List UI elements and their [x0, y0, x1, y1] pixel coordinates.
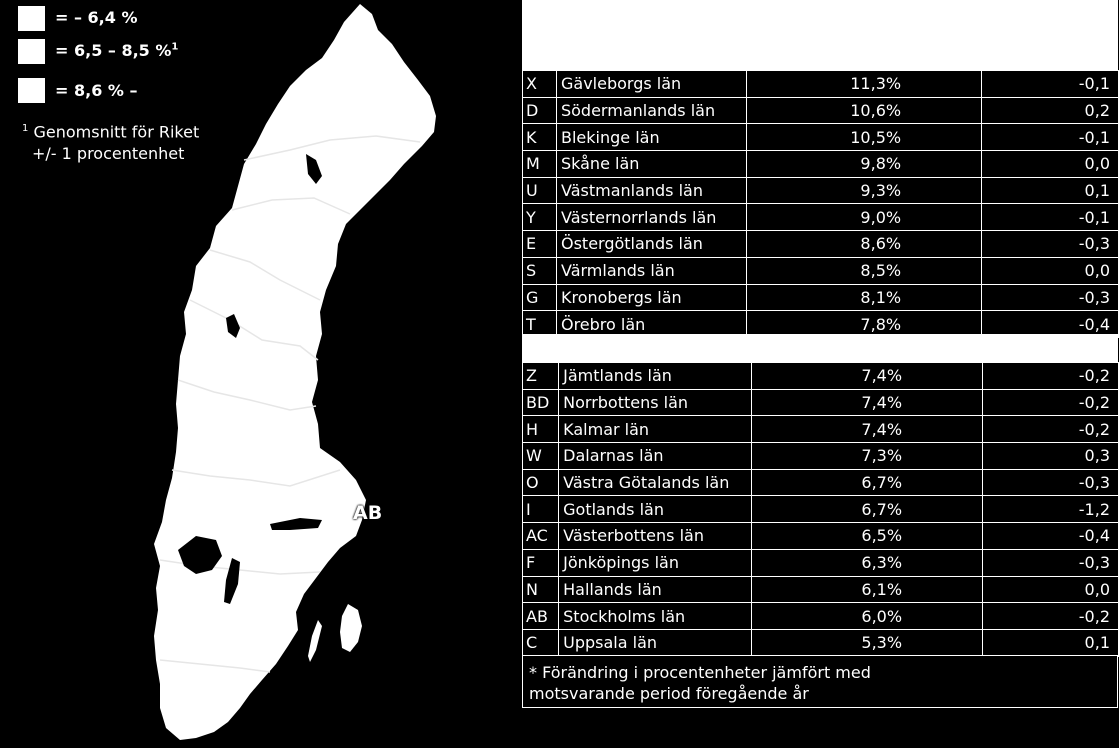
county-code: U	[523, 177, 557, 204]
table-row	[523, 151, 1119, 178]
county-code: Z	[523, 363, 559, 390]
county-change: 0,3	[983, 443, 1119, 470]
legend-label-high: = 8,6 % –	[55, 81, 138, 100]
county-change: -0,3	[983, 549, 1119, 576]
county-change: -0,3	[983, 469, 1119, 496]
county-change: -0,1	[982, 204, 1119, 231]
county-rate: 6,7%	[751, 469, 982, 496]
table-row	[523, 257, 1119, 284]
county-name: Kronobergs län	[556, 284, 746, 311]
footnote-line-1: * Förändring i procentenheter jämfört med	[529, 663, 871, 682]
county-change: -1,2	[983, 496, 1119, 523]
county-name: Södermanlands län	[556, 97, 746, 124]
county-change: -0,4	[982, 311, 1119, 338]
map-label-ab: AB	[353, 502, 383, 524]
county-code: D	[523, 97, 557, 124]
county-rate: 6,7%	[751, 496, 982, 523]
county-code: Y	[523, 204, 557, 231]
county-rate: 9,0%	[747, 204, 982, 231]
county-change: -0,1	[982, 124, 1119, 151]
county-code: E	[523, 231, 557, 258]
county-name: Norrbottens län	[559, 389, 752, 416]
county-rate: 9,3%	[747, 177, 982, 204]
county-rate: 6,1%	[751, 576, 982, 603]
county-rate: 10,5%	[747, 124, 982, 151]
table-row	[523, 603, 1119, 630]
county-rate: 10,6%	[747, 97, 982, 124]
table-footnote	[522, 655, 1118, 708]
county-change: -0,3	[982, 231, 1119, 258]
gotland-island	[340, 604, 362, 652]
county-code: M	[523, 151, 557, 178]
county-change: 0,1	[982, 177, 1119, 204]
county-name: Blekinge län	[556, 124, 746, 151]
county-code: BD	[523, 389, 559, 416]
county-name: Östergötlands län	[556, 231, 746, 258]
oland-island	[308, 620, 322, 662]
table-row	[523, 71, 1119, 98]
table-row	[523, 97, 1119, 124]
county-code: T	[523, 311, 557, 338]
county-rate: 6,3%	[751, 549, 982, 576]
table-row	[523, 496, 1119, 523]
county-rate: 9,8%	[747, 151, 982, 178]
table-row	[523, 231, 1119, 258]
county-rate: 6,5%	[751, 523, 982, 550]
county-rate: 7,3%	[751, 443, 982, 470]
county-rate: 8,1%	[747, 284, 982, 311]
county-name: Hallands län	[559, 576, 752, 603]
county-code: W	[523, 443, 559, 470]
county-name: Jönköpings län	[559, 549, 752, 576]
table-row	[523, 416, 1119, 443]
county-name: Gotlands län	[559, 496, 752, 523]
county-name: Dalarnas län	[559, 443, 752, 470]
county-code: H	[523, 416, 559, 443]
table-low-group	[522, 362, 1119, 657]
legend-label-mid: = 6,5 – 8,5 %$^1$	[55, 41, 179, 60]
county-rate: 6,0%	[751, 603, 982, 630]
county-name: Västernorrlands län	[556, 204, 746, 231]
table-row	[523, 469, 1119, 496]
table-row	[523, 389, 1119, 416]
county-change: 0,2	[982, 97, 1119, 124]
county-code: S	[523, 257, 557, 284]
county-name: Västmanlands län	[556, 177, 746, 204]
county-name: Stockholms län	[559, 603, 752, 630]
county-change: -0,2	[983, 416, 1119, 443]
legend-label-low: = – 6,4 %	[55, 8, 138, 27]
county-change: -0,2	[983, 603, 1119, 630]
county-name: Uppsala län	[559, 629, 752, 656]
county-rate: 11,3%	[747, 71, 982, 98]
county-change: 0,0	[982, 257, 1119, 284]
county-change: -0,1	[982, 71, 1119, 98]
county-code: F	[523, 549, 559, 576]
county-code: N	[523, 576, 559, 603]
county-change: -0,4	[983, 523, 1119, 550]
county-change: -0,2	[983, 363, 1119, 390]
county-name: Skåne län	[556, 151, 746, 178]
county-name: Värmlands län	[556, 257, 746, 284]
table-high-group	[522, 70, 1119, 338]
county-rate: 7,4%	[751, 416, 982, 443]
county-rate: 7,8%	[747, 311, 982, 338]
county-rate: 7,4%	[751, 363, 982, 390]
county-change: -0,3	[982, 284, 1119, 311]
county-change: -0,2	[983, 389, 1119, 416]
table-row	[523, 124, 1119, 151]
county-name: Västerbottens län	[559, 523, 752, 550]
county-code: I	[523, 496, 559, 523]
county-name: Västra Götalands län	[559, 469, 752, 496]
county-change: 0,0	[983, 576, 1119, 603]
table-row	[523, 363, 1119, 390]
table-row	[523, 284, 1119, 311]
county-code: G	[523, 284, 557, 311]
table-row	[523, 576, 1119, 603]
table-row	[523, 204, 1119, 231]
county-rate: 8,6%	[747, 231, 982, 258]
county-name: Kalmar län	[559, 416, 752, 443]
table-row	[523, 177, 1119, 204]
county-code: O	[523, 469, 559, 496]
county-code: C	[523, 629, 559, 656]
county-change: 0,1	[983, 629, 1119, 656]
county-rate: 7,4%	[751, 389, 982, 416]
table-row	[523, 549, 1119, 576]
table-row	[523, 523, 1119, 550]
table-row	[523, 629, 1119, 656]
county-name: Örebro län	[556, 311, 746, 338]
table-row	[523, 443, 1119, 470]
county-rate: 8,5%	[747, 257, 982, 284]
county-code: AB	[523, 603, 559, 630]
county-name: Jämtlands län	[559, 363, 752, 390]
county-code: K	[523, 124, 557, 151]
county-rate: 5,3%	[751, 629, 982, 656]
county-change: 0,0	[982, 151, 1119, 178]
footnote-line-2: motsvarande period föregående år	[529, 684, 809, 703]
table-group-separator	[522, 334, 1118, 362]
county-code: AC	[523, 523, 559, 550]
county-code: X	[523, 71, 557, 98]
table-header-area	[522, 0, 1118, 70]
sweden-map	[0, 0, 522, 748]
county-name: Gävleborgs län	[556, 71, 746, 98]
sweden-outline	[154, 4, 436, 740]
legend-footnote: $^1$ Genomsnitt för Riket +/- 1 procentenhet	[22, 122, 200, 164]
